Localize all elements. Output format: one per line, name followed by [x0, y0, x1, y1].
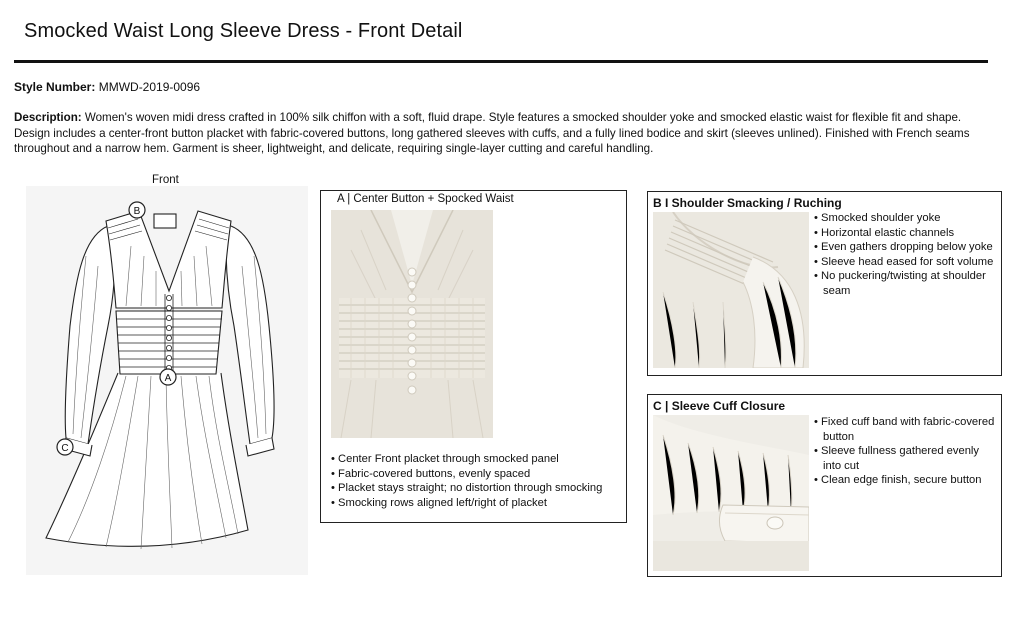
- callout-c: [57, 439, 73, 455]
- list-item: • Even gathers dropping below yoke: [814, 240, 998, 255]
- list-item: • Fixed cuff band with fabric-covered button: [814, 415, 1000, 444]
- list-item: • Placket stays straight; no distortion through smocking: [331, 481, 621, 496]
- list-item: • No puckering/twisting at shoulder seam: [814, 269, 998, 298]
- callout-b: [129, 202, 145, 218]
- sleeve-cuff-photo: [653, 415, 809, 571]
- front-view-label: Front: [152, 174, 179, 186]
- style-number-label: Style Number:: [14, 80, 96, 94]
- list-item: • Fabric-covered buttons, evenly spaced: [331, 467, 621, 482]
- style-number: [14, 80, 200, 94]
- title-divider: [14, 60, 988, 63]
- list-item: • Sleeve fullness gathered evenly into cut: [814, 444, 1000, 473]
- detail-panel-c: [647, 394, 1002, 577]
- list-item: • Smocked shoulder yoke: [814, 211, 998, 226]
- description: [14, 110, 999, 157]
- list-item: • Center Front placket through smocked panel: [331, 452, 621, 467]
- description-text: Women's woven midi dress crafted in 100% silk chiffon with a soft, fluid drape. Style features a smocked shoulder yoke and smocked elastic waist for flexible fit and shape. Design includes a center-front button placket with fabric-covered buttons, long gathered sleeves with cuffs, and a fully lined bodice and skirt (sleeves unlined). Finished with French seams throughout and a narrow hem. Garment is sheer, lightweight, and delicate, requiring single-layer cutting and careful handling.: [14, 111, 970, 155]
- svg-text:A: A: [164, 373, 172, 384]
- panel-a-title: A | Center Button + Spocked Waist: [337, 193, 514, 205]
- style-number-value: MMWD-2019-0096: [98, 80, 201, 94]
- detail-panel-b: [647, 191, 1002, 376]
- description-label: Description:: [14, 111, 82, 124]
- list-item: • Smocking rows aligned left/right of placket: [331, 496, 621, 511]
- list-item: • Clean edge finish, secure button: [814, 473, 1000, 488]
- callout-a: [160, 369, 176, 385]
- svg-text:B: B: [133, 206, 141, 217]
- panel-b-title: B I Shoulder Smacking / Ruching: [653, 196, 842, 210]
- svg-text:C: C: [61, 443, 69, 454]
- dress-front-sketch: [26, 186, 308, 575]
- center-button-photo: [331, 210, 493, 438]
- list-item: • Sleeve head eased for soft volume: [814, 255, 998, 270]
- shoulder-smocking-photo: [653, 212, 809, 368]
- detail-panel-a: [320, 190, 627, 523]
- panel-c-title: C | Sleeve Cuff Closure: [653, 399, 786, 413]
- page-title: Smocked Waist Long Sleeve Dress - Front Detail: [24, 20, 463, 42]
- panel-c-bullets: [814, 415, 1000, 488]
- panel-a-bullets: [331, 452, 621, 510]
- panel-b-bullets: [814, 211, 998, 298]
- list-item: • Horizontal elastic channels: [814, 226, 998, 241]
